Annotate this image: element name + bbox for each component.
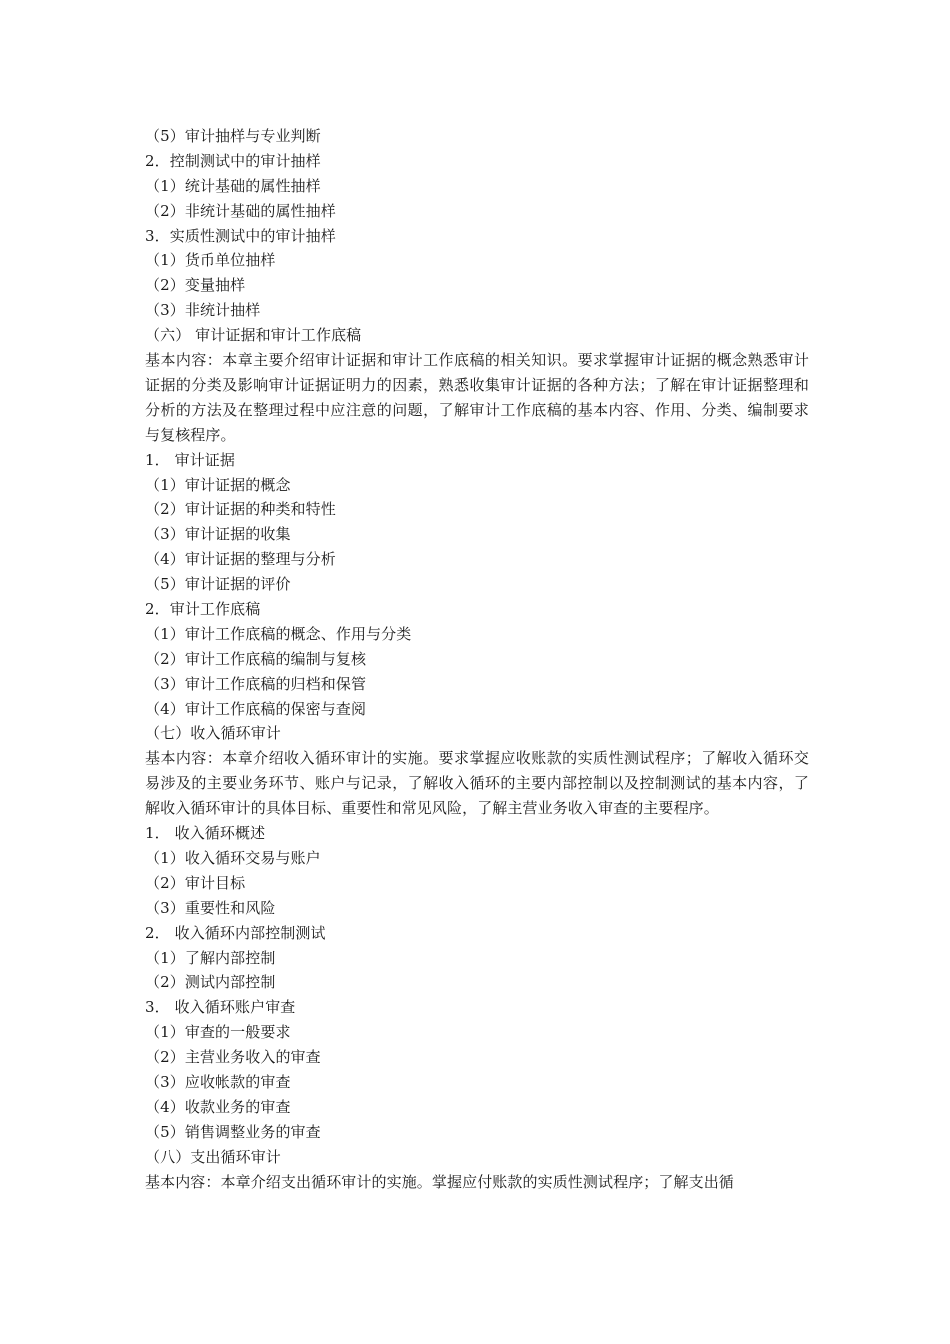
section-heading: 1． 审计证据 [145,450,236,469]
section-heading: 2．控制测试中的审计抽样 [145,151,321,170]
list-item: （5）审计证据的评价 [145,575,291,594]
list-item: （1）货币单位抽样 [145,251,276,270]
list-item: （2）变量抽样 [145,276,246,295]
section-heading: 1． 收入循环概述 [145,824,266,843]
chapter-summary-paragraph: 基本内容：本章主要介绍审计证据和审计工作底稿的相关知识。要求掌握审计证据的概念熟悉审计证据的分类及影响审计证据证明力的因素，熟悉收集审计证据的各种方法；了解在审计证据整理和分析的方法及在整理过程中应注意的问题，了解审计工作底稿的基本内容、作用、分类、编制要求与复核程序。 [145,351,809,444]
section-heading: 2．审计工作底稿 [145,599,261,618]
list-item: （2）审计工作底稿的编制与复核 [145,649,367,668]
list-item: （1）审计工作底稿的概念、作用与分类 [145,624,412,643]
list-item: （3）审计工作底稿的归档和保管 [145,674,367,693]
list-item: （4）审计工作底稿的保密与查阅 [145,699,367,718]
list-item: （5）审计抽样与专业判断 [145,127,321,145]
section-heading: 3．实质性测试中的审计抽样 [145,226,336,245]
section-heading: 3． 收入循环账户审查 [145,998,296,1017]
list-item: （1）收入循环交易与账户 [145,848,321,867]
chapter-heading: （七）收入循环审计 [145,724,281,743]
list-item: （4）收款业务的审查 [145,1097,291,1116]
list-item: （3）重要性和风险 [145,898,276,917]
list-item: （3）非统计抽样 [145,301,261,320]
list-item: （1）统计基础的属性抽样 [145,176,321,195]
chapter-heading: （六） 审计证据和审计工作底稿 [145,326,362,345]
section-heading: 2． 收入循环内部控制测试 [145,923,326,942]
list-item: （3）审计证据的收集 [145,525,291,544]
list-item: （3）应收帐款的审查 [145,1072,291,1091]
list-item: （1）了解内部控制 [145,948,276,967]
list-item: （5）销售调整业务的审查 [145,1122,321,1141]
chapter-heading: （八）支出循环审计 [145,1147,281,1166]
chapter-summary-paragraph: 基本内容：本章介绍收入循环审计的实施。要求掌握应收账款的实质性测试程序；了解收入循环交易涉及的主要业务环节、账户与记录，了解收入循环的主要内部控制以及控制测试的基本内容，了解收入循环审计的具体目标、重要性和常见风险，了解主营业务收入审查的主要程序。 [145,749,809,818]
list-item: （2）非统计基础的属性抽样 [145,201,336,220]
chapter-summary-paragraph: 基本内容：本章介绍支出循环审计的实施。掌握应付账款的实质性测试程序；了解支出循 [145,1172,734,1191]
list-item: （2）审计证据的种类和特性 [145,500,336,519]
document-body [145,124,809,1194]
list-item: （1）审查的一般要求 [145,1023,291,1042]
list-item: （1）审计证据的概念 [145,475,291,494]
list-item: （2）主营业务收入的审查 [145,1048,321,1067]
list-item: （2）审计目标 [145,873,246,892]
list-item: （2）测试内部控制 [145,973,276,992]
list-item: （4）审计证据的整理与分析 [145,550,336,569]
